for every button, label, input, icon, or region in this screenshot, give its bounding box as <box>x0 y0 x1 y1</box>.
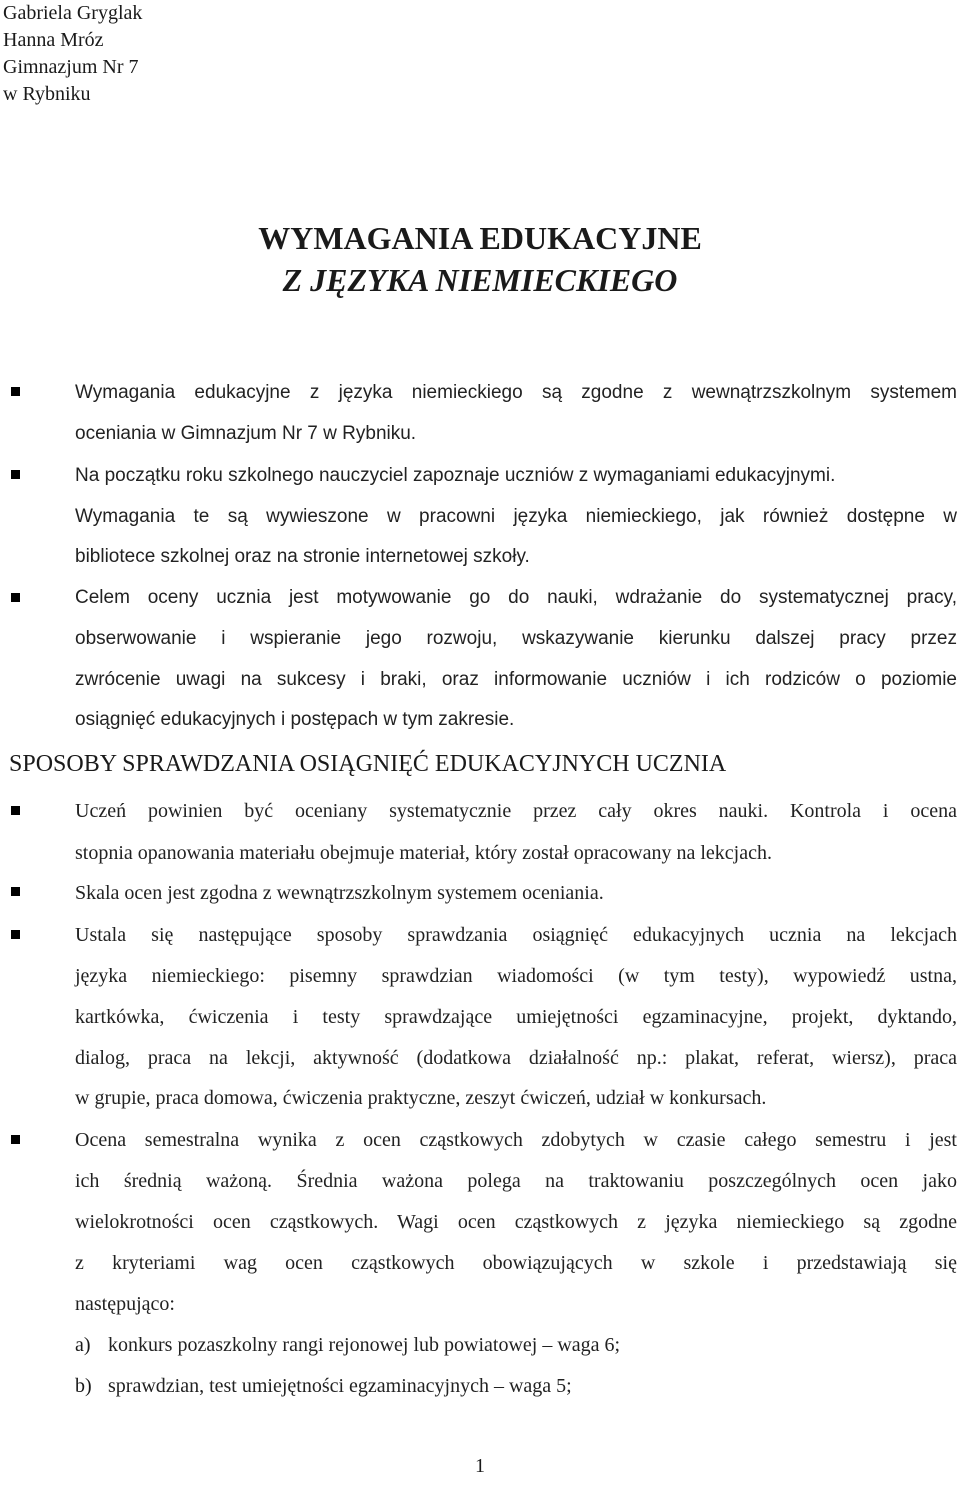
author-name-2: Hanna Mróz <box>3 29 104 51</box>
section-bullet-3-line-5: w grupie, praca domowa, ćwiczenia praktyczne, zeszyt ćwiczeń, udział w konkursach. <box>75 1087 767 1109</box>
section-bullet-4-line-5: następująco: <box>75 1293 175 1315</box>
intro-bullet-2-line-3: bibliotece szkolnej oraz na stronie internetowej szkoły. <box>75 546 530 567</box>
intro-bullet-3-line-4: osiągnięć edukacyjnych i postępach w tym zakresie. <box>75 709 515 730</box>
section-bullet-4-line-3: wielokrotności ocen cząstkowych. Wagi ocen cząstkowych z języka niemieckiego są zgodne <box>75 1211 957 1233</box>
section-heading: SPOSOBY SPRAWDZANIA OSIĄGNIĘĆ EDUKACYJNYCH UCZNIA <box>9 751 727 777</box>
bullet-square-icon <box>10 1134 21 1145</box>
section-bullet-1-line-2: stopnia opanowania materiału obejmuje materiał, który został opracowany na lekcjach. <box>75 842 772 864</box>
school-city: w Rybniku <box>3 83 91 105</box>
intro-bullet-3-line-3: zwrócenie uwagi na sukcesy i braki, oraz informowanie uczniów i ich rodziców o poziomie <box>75 669 957 690</box>
section-bullet-3-line-4: dialog, praca na lekcji, aktywność (dodatkowa działalność np.: plakat, referat, wiersz), praca <box>75 1047 957 1069</box>
school-name: Gimnazjum Nr 7 <box>3 56 139 78</box>
bullet-square-icon <box>10 929 21 940</box>
section-bullet-4-line-4: z kryteriami wag ocen cząstkowych obowiązujących w szkole i przedstawiają się <box>75 1252 957 1274</box>
page-number: 1 <box>475 1455 485 1477</box>
section-bullet-2-line-1: Skala ocen jest zgodna z wewnątrzszkolnym systemem oceniania. <box>75 882 604 904</box>
section-bullet-1-line-1: Uczeń powinien być oceniany systematycznie przez cały okres nauki. Kontrola i ocena <box>75 800 957 822</box>
bullet-square-icon <box>10 386 21 397</box>
intro-bullet-2-line-1: Na początku roku szkolnego nauczyciel zapoznaje uczniów z wymaganiami edukacyjnymi. <box>75 465 836 486</box>
section-bullet-3-line-1: Ustala się następujące sposoby sprawdzania osiągnięć edukacyjnych ucznia na lekcjach <box>75 924 957 946</box>
section-bullet-3-line-3: kartkówka, ćwiczenia i testy sprawdzające umiejętności egzaminacyjne, projekt, dyktando, <box>75 1006 957 1028</box>
bullet-square-icon <box>10 592 21 603</box>
list-label-a: a) <box>75 1334 91 1356</box>
list-item-b: sprawdzian, test umiejętności egzaminacyjnych – waga 5; <box>108 1375 572 1397</box>
list-label-b: b) <box>75 1375 92 1397</box>
bullet-square-icon <box>10 886 21 897</box>
intro-bullet-2-line-2: Wymagania te są wywieszone w pracowni języka niemieckiego, jak również dostępne w <box>75 506 957 527</box>
intro-bullet-3-line-1: Celem oceny ucznia jest motywowanie go do nauki, wdrażanie do systematycznej pracy, <box>75 587 957 608</box>
section-bullet-4-line-1: Ocena semestralna wynika z ocen cząstkowych zdobytych w czasie całego semestru i jest <box>75 1129 957 1151</box>
intro-bullet-3-line-2: obserwowanie i wspieranie jego rozwoju, wskazywanie kierunku dalszej pracy przez <box>75 628 957 649</box>
bullet-square-icon <box>10 469 21 480</box>
list-item-a: konkurs pozaszkolny rangi rejonowej lub powiatowej – waga 6; <box>108 1334 621 1356</box>
author-name-1: Gabriela Gryglak <box>3 2 143 24</box>
author-block <box>3 0 142 108</box>
section-bullet-3-line-2: języka niemieckiego: pisemny sprawdzian wiadomości (w tym testy), wypowiedź ustna, <box>75 965 957 987</box>
document-title: WYMAGANIA EDUKACYJNE <box>258 220 702 256</box>
section-bullet-4-line-2: ich średnią ważoną. Średnia ważona polega na traktowaniu poszczególnych ocen jako <box>75 1170 957 1192</box>
bullet-square-icon <box>10 805 21 816</box>
intro-bullet-1-line-1: Wymagania edukacyjne z języka niemieckiego są zgodne z wewnątrzszkolnym systemem <box>75 382 957 403</box>
intro-bullet-1-line-2: oceniania w Gimnazjum Nr 7 w Rybniku. <box>75 423 417 444</box>
document-subtitle: Z JĘZYKA NIEMIECKIEGO <box>282 262 678 298</box>
